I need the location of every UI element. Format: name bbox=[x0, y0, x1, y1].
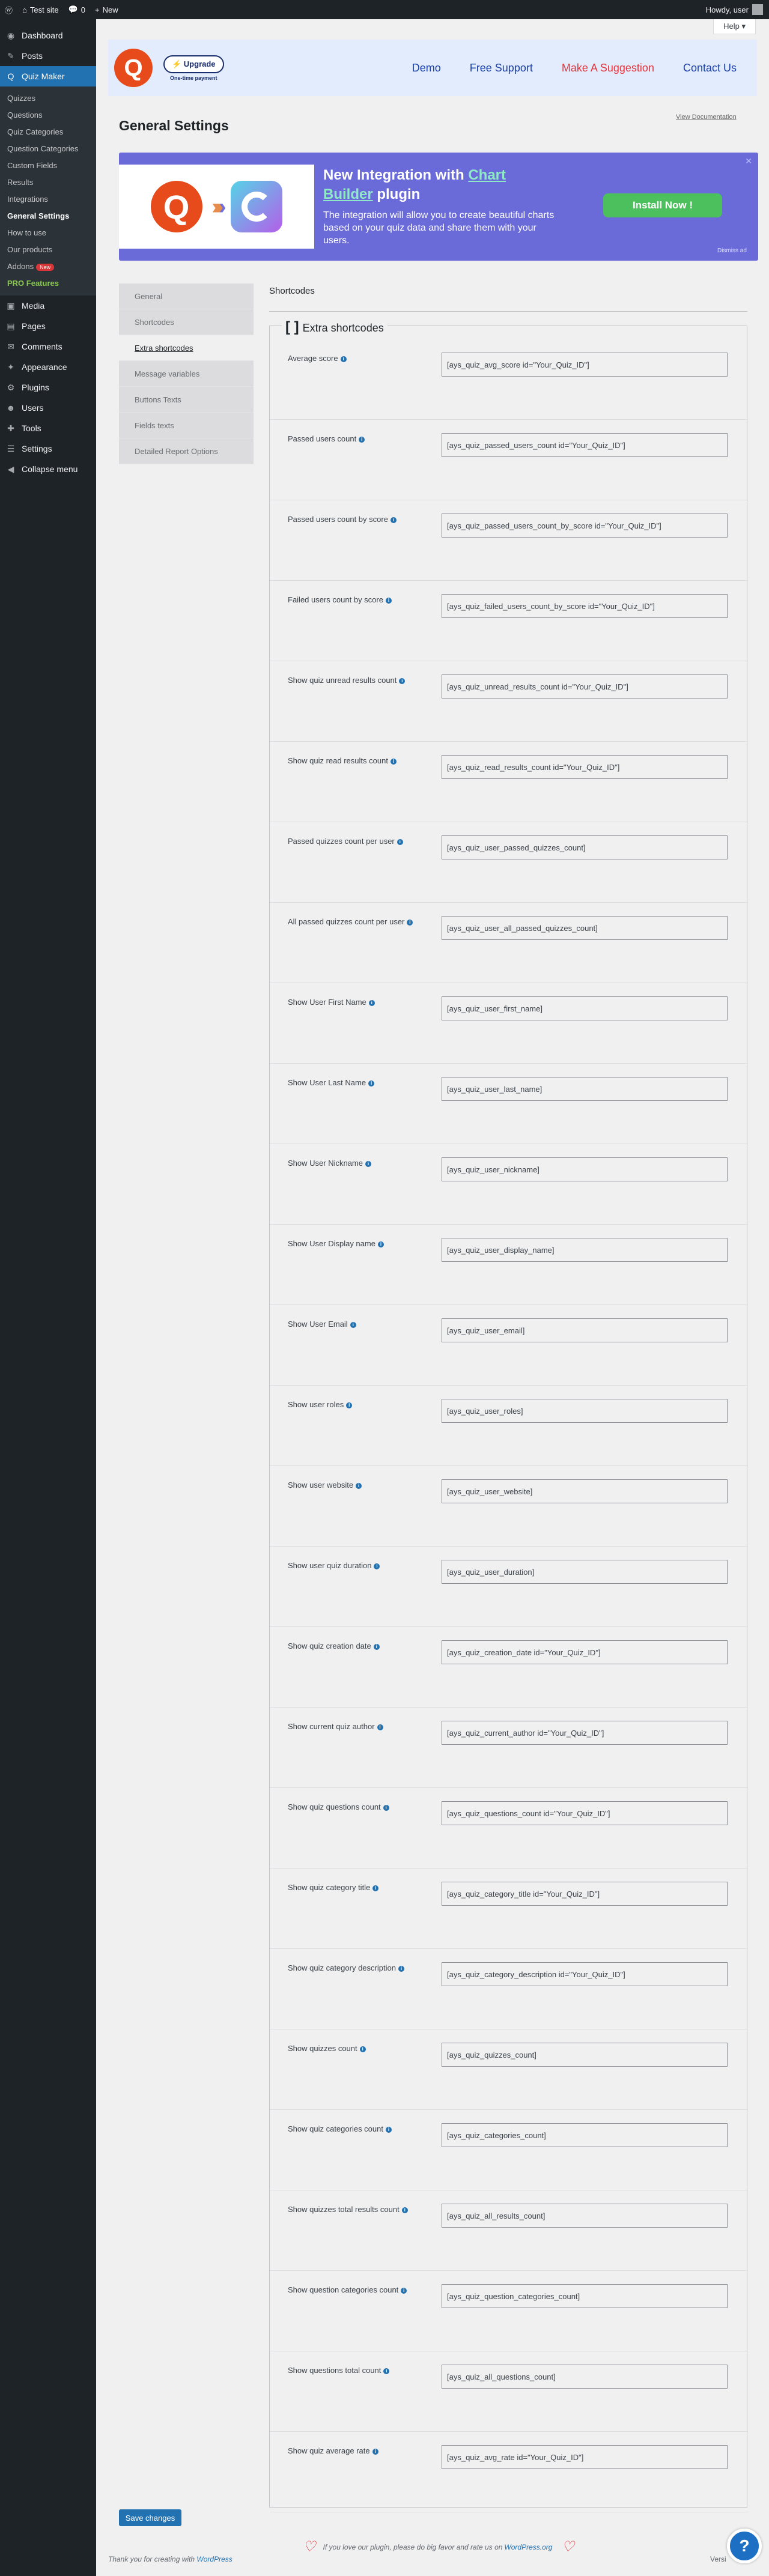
shortcode-field[interactable] bbox=[442, 1721, 728, 1745]
shortcode-label bbox=[288, 916, 420, 927]
promo-title-pre: New Integration with bbox=[323, 167, 469, 183]
table-row bbox=[270, 1949, 748, 2029]
tab-message-variables[interactable]: Message variables bbox=[119, 361, 254, 387]
shortcode-label-text: Show quiz average rate bbox=[288, 2446, 370, 2455]
comments-icon: ✉ bbox=[7, 341, 14, 351]
demo-link[interactable]: Demo bbox=[412, 61, 441, 74]
shortcode-label-text: Failed users count by score bbox=[288, 595, 383, 604]
shortcode-label-text: Show User Email bbox=[288, 1320, 348, 1329]
sidebar-item-collapse-menu[interactable] bbox=[0, 459, 96, 479]
shortcode-field[interactable] bbox=[442, 2365, 728, 2389]
heart-icon: ♡ bbox=[303, 2539, 316, 2555]
info-icon[interactable]: i bbox=[391, 517, 397, 523]
header-nav bbox=[398, 62, 751, 74]
shortcode-label-text: Show user website bbox=[288, 1480, 354, 1490]
shortcode-label bbox=[288, 2365, 420, 2376]
table-row bbox=[270, 500, 748, 581]
table-row bbox=[270, 1547, 748, 1627]
shortcode-label bbox=[288, 835, 420, 847]
promo-description: The integration will allow you to create beautiful charts based on your quiz data and share them with your users. bbox=[323, 210, 555, 246]
info-icon[interactable]: i bbox=[383, 1805, 389, 1811]
info-icon[interactable]: i bbox=[360, 2046, 366, 2052]
quiz-maker-submenu bbox=[0, 86, 96, 295]
submenu-item-results[interactable]: Results bbox=[7, 178, 34, 187]
shortcode-field[interactable] bbox=[442, 1077, 728, 1101]
wordpress-org-link[interactable]: WordPress.org bbox=[504, 2542, 553, 2551]
info-icon[interactable]: i bbox=[346, 1402, 352, 1408]
sidebar-item-label: Tools bbox=[22, 423, 41, 433]
shortcode-field[interactable] bbox=[442, 1640, 728, 1664]
info-icon[interactable]: i bbox=[386, 2127, 392, 2133]
table-row bbox=[270, 1386, 748, 1466]
table-row bbox=[270, 1225, 748, 1305]
shortcode-label-text: Show user roles bbox=[288, 1400, 344, 1409]
sidebar-item-pages[interactable] bbox=[0, 316, 96, 336]
shortcode-label bbox=[288, 2284, 420, 2296]
arrows-icon: ›››› bbox=[211, 194, 222, 219]
posts-icon: ✎ bbox=[7, 50, 14, 61]
sidebar-item-plugins[interactable] bbox=[0, 377, 96, 398]
shortcode-field[interactable] bbox=[442, 1399, 728, 1423]
shortcode-field[interactable] bbox=[442, 1882, 728, 1906]
info-icon[interactable]: i bbox=[399, 678, 405, 684]
quiz-maker-logo-icon: Q bbox=[151, 181, 202, 232]
comments-link[interactable]: 💬 0 bbox=[68, 5, 85, 14]
table-row bbox=[270, 420, 748, 500]
info-icon[interactable]: i bbox=[365, 1161, 371, 1167]
info-icon[interactable]: i bbox=[369, 1000, 375, 1006]
shortcode-field[interactable] bbox=[442, 996, 728, 1020]
table-row bbox=[270, 903, 748, 983]
shortcode-field[interactable] bbox=[442, 433, 728, 457]
shortcode-label-text: Show quiz category description bbox=[288, 1963, 396, 1972]
sidebar-item-label: Collapse menu bbox=[22, 464, 78, 474]
help-chat-button[interactable]: ? bbox=[727, 2529, 762, 2563]
info-icon[interactable]: i bbox=[402, 2207, 408, 2213]
sidebar-item-label: Plugins bbox=[22, 383, 49, 392]
help-tab-button[interactable]: Help ▾ bbox=[713, 19, 756, 34]
view-documentation-link[interactable]: View Documentation bbox=[676, 114, 737, 121]
shortcode-label bbox=[288, 1399, 420, 1410]
upgrade-button[interactable]: ⚡ Upgrade bbox=[163, 55, 224, 73]
sidebar-item-users[interactable] bbox=[0, 398, 96, 418]
upgrade-subtitle: One-time payment bbox=[170, 74, 217, 81]
sidebar-item-appearance[interactable] bbox=[0, 357, 96, 377]
table-row bbox=[270, 1144, 748, 1225]
quiz-maker-icon: Q bbox=[7, 71, 14, 81]
shortcode-label bbox=[288, 2445, 420, 2456]
shortcode-label-text: Show quizzes count bbox=[288, 2044, 357, 2053]
shortcodes-panel bbox=[269, 286, 747, 2455]
tab-extra-shortcodes[interactable]: Extra shortcodes bbox=[119, 335, 254, 361]
brackets-icon: [ ] bbox=[285, 319, 299, 335]
shortcode-label bbox=[288, 1479, 420, 1491]
shortcode-label-text: Show User Display name bbox=[288, 1239, 375, 1248]
sidebar-item-posts[interactable] bbox=[0, 46, 96, 66]
admin-bar bbox=[0, 0, 769, 19]
footer-text bbox=[108, 2555, 233, 2563]
info-icon[interactable]: i bbox=[378, 1241, 384, 1247]
shortcode-field[interactable] bbox=[442, 353, 728, 377]
shortcode-label bbox=[288, 674, 420, 686]
divider bbox=[269, 311, 747, 312]
rate-us-bar bbox=[288, 2538, 589, 2556]
collapse-menu-icon: ◀ bbox=[7, 464, 14, 474]
sidebar-item-settings[interactable] bbox=[0, 438, 96, 459]
shortcode-label-text: Show quiz read results count bbox=[288, 756, 388, 765]
shortcode-label-text: Show quiz category title bbox=[288, 1883, 371, 1892]
tab-fields-texts[interactable]: Fields texts bbox=[119, 413, 254, 438]
tab-shortcodes[interactable]: Shortcodes bbox=[119, 309, 254, 335]
submenu-item-general-settings[interactable]: General Settings bbox=[7, 211, 70, 220]
fieldset-legend bbox=[282, 319, 388, 336]
shortcode-field[interactable] bbox=[442, 594, 728, 618]
shortcode-label-text: Average score bbox=[288, 354, 338, 363]
shortcode-label bbox=[288, 1640, 420, 1652]
sidebar-item-label: Users bbox=[22, 403, 44, 413]
table-row bbox=[270, 2029, 748, 2110]
shortcode-label-text: Show user quiz duration bbox=[288, 1561, 372, 1570]
version-text: Versi bbox=[710, 2555, 726, 2563]
users-icon: ☻ bbox=[6, 403, 16, 413]
info-icon[interactable]: i bbox=[341, 356, 347, 362]
table-row bbox=[270, 581, 748, 661]
table-row bbox=[270, 2351, 748, 2432]
shortcode-field[interactable] bbox=[442, 2284, 728, 2308]
shortcode-field[interactable] bbox=[442, 2445, 728, 2469]
info-icon[interactable]: i bbox=[398, 1966, 404, 1972]
shortcode-field[interactable] bbox=[442, 1238, 728, 1262]
table-row bbox=[270, 2432, 748, 2512]
shortcode-label bbox=[288, 1801, 420, 1813]
appearance-icon: ✦ bbox=[7, 362, 14, 372]
wordpress-logo-icon[interactable]: ⓦ bbox=[5, 5, 13, 15]
shortcode-label bbox=[288, 1157, 420, 1169]
sidebar-item-tools[interactable] bbox=[0, 418, 96, 438]
submenu-item-questions[interactable]: Questions bbox=[7, 111, 43, 120]
sidebar-item-label: Comments bbox=[22, 342, 62, 351]
shortcode-label-text: Show quiz questions count bbox=[288, 1802, 381, 1811]
sidebar-item-label: Quiz Maker bbox=[22, 71, 65, 81]
shortcode-label-text: Passed users count bbox=[288, 434, 357, 443]
info-icon[interactable]: i bbox=[391, 759, 397, 765]
sidebar-item-label: Dashboard bbox=[22, 31, 63, 40]
info-icon[interactable]: i bbox=[374, 1644, 380, 1650]
shortcode-field[interactable] bbox=[442, 1318, 728, 1342]
close-icon[interactable]: ✕ bbox=[745, 156, 752, 166]
info-icon[interactable]: i bbox=[372, 1885, 378, 1891]
shortcode-field[interactable] bbox=[442, 1560, 728, 1584]
install-now-button[interactable]: Install Now ! bbox=[603, 193, 722, 217]
dashboard-icon: ◉ bbox=[7, 30, 15, 40]
shortcode-field[interactable] bbox=[442, 1157, 728, 1181]
settings-icon: ☰ bbox=[7, 443, 15, 453]
plugins-icon: ⚙ bbox=[7, 382, 15, 392]
table-row bbox=[270, 1708, 748, 1788]
sidebar-item-label: Settings bbox=[22, 444, 52, 453]
shortcode-label bbox=[288, 594, 420, 605]
shortcode-label-text: Show quiz unread results count bbox=[288, 676, 397, 685]
settings-tabs bbox=[119, 283, 254, 464]
table-row bbox=[270, 1305, 748, 1386]
shortcode-label-text: Passed users count by score bbox=[288, 515, 388, 524]
submenu-item-integrations[interactable]: Integrations bbox=[7, 195, 48, 204]
chart-builder-link[interactable]: Chart Builder bbox=[323, 167, 506, 202]
shortcode-field[interactable] bbox=[442, 835, 728, 859]
shortcode-label-text: Show User Last Name bbox=[288, 1078, 366, 1087]
table-row bbox=[270, 2271, 748, 2351]
page-title: General Settings bbox=[119, 118, 229, 133]
heart-icon: ♡ bbox=[561, 2539, 574, 2555]
shortcode-label bbox=[288, 1721, 420, 1732]
table-row bbox=[270, 1064, 748, 1144]
shortcode-label-text: Show quiz creation date bbox=[288, 1641, 371, 1650]
info-icon[interactable]: i bbox=[368, 1080, 374, 1086]
table-row bbox=[270, 2110, 748, 2190]
sidebar-item-media[interactable] bbox=[0, 295, 96, 316]
free-support-link[interactable]: Free Support bbox=[469, 61, 533, 74]
shortcode-label bbox=[288, 2204, 420, 2215]
submenu-item-our-products[interactable]: Our products bbox=[7, 245, 53, 254]
save-changes-button[interactable]: Save changes bbox=[119, 2509, 181, 2526]
table-row bbox=[270, 1466, 748, 1547]
table-row bbox=[270, 742, 748, 822]
shortcode-label-text: Show User Nickname bbox=[288, 1159, 363, 1168]
info-icon[interactable]: i bbox=[383, 2368, 389, 2374]
promo-title bbox=[323, 166, 515, 204]
submenu-item-addons[interactable]: Addons New bbox=[0, 258, 96, 275]
table-row bbox=[270, 661, 748, 742]
submenu-item-how-to-use[interactable]: How to use bbox=[7, 228, 47, 237]
shortcode-label bbox=[288, 1560, 420, 1571]
upgrade-block bbox=[163, 55, 224, 81]
info-icon[interactable]: i bbox=[372, 2449, 378, 2455]
shortcode-field[interactable] bbox=[442, 1962, 728, 1986]
extra-shortcodes-fieldset bbox=[269, 319, 747, 2508]
chart-builder-promo bbox=[119, 153, 758, 261]
shortcode-field[interactable] bbox=[442, 674, 728, 699]
avatar bbox=[752, 4, 763, 15]
section-heading: Shortcodes bbox=[269, 286, 315, 296]
shortcode-label bbox=[288, 1318, 420, 1330]
pages-icon: ▤ bbox=[7, 321, 15, 331]
sidebar-item-label: Posts bbox=[22, 51, 43, 61]
promo-title-post: plugin bbox=[372, 186, 421, 202]
dismiss-ad-link[interactable]: Dismiss ad bbox=[717, 247, 747, 254]
shortcode-field[interactable] bbox=[442, 514, 728, 538]
tab-buttons-texts[interactable]: Buttons Texts bbox=[119, 387, 254, 413]
new-label: New bbox=[102, 5, 118, 14]
plugin-header-banner bbox=[108, 40, 757, 96]
my-account-link[interactable] bbox=[706, 4, 769, 15]
submenu-item-pro-features[interactable]: PRO Features bbox=[7, 279, 59, 288]
table-row bbox=[270, 2190, 748, 2271]
admin-sidebar bbox=[0, 19, 96, 2576]
wordpress-link[interactable]: WordPress bbox=[196, 2555, 233, 2563]
table-row bbox=[270, 822, 748, 903]
submenu-item-question-categories[interactable]: Question Categories bbox=[7, 144, 79, 153]
new-badge: New bbox=[36, 264, 54, 271]
info-icon[interactable]: i bbox=[377, 1724, 383, 1730]
shortcode-label bbox=[288, 1882, 420, 1893]
shortcode-field[interactable] bbox=[442, 916, 728, 940]
sidebar-item-label: Media bbox=[22, 301, 45, 311]
shortcode-label bbox=[288, 433, 420, 444]
shortcode-label-text: Show User First Name bbox=[288, 998, 366, 1007]
shortcode-label bbox=[288, 1077, 420, 1088]
shortcode-label bbox=[288, 353, 420, 364]
table-row bbox=[270, 339, 748, 420]
shortcode-label-text: Show quiz categories count bbox=[288, 2124, 383, 2133]
shortcode-label bbox=[288, 996, 420, 1008]
media-icon: ▣ bbox=[7, 300, 15, 311]
sidebar-item-dashboard[interactable] bbox=[0, 25, 96, 46]
info-icon[interactable]: i bbox=[356, 1483, 362, 1489]
info-icon[interactable]: i bbox=[374, 1563, 380, 1569]
info-icon[interactable]: i bbox=[386, 598, 392, 604]
tab-detailed-report-options[interactable]: Detailed Report Options bbox=[119, 438, 254, 464]
table-row bbox=[270, 1788, 748, 1868]
footer-thanks: Thank you for creating with bbox=[108, 2555, 197, 2563]
greeting: Howdy, user bbox=[705, 5, 749, 14]
legend-text: Extra shortcodes bbox=[302, 322, 384, 334]
chart-builder-logo-icon bbox=[231, 181, 282, 232]
shortcode-label bbox=[288, 1962, 420, 1974]
shortcode-label bbox=[288, 514, 420, 525]
shortcode-label-text: All passed quizzes count per user bbox=[288, 917, 405, 926]
quiz-maker-logo[interactable]: Q bbox=[114, 49, 153, 87]
rate-us-text: If you love our plugin, please do big favor and rate us on bbox=[323, 2542, 503, 2551]
shortcode-label-text: Show quizzes total results count bbox=[288, 2205, 400, 2214]
sidebar-item-label: Pages bbox=[22, 321, 46, 331]
shortcode-label-text: Show current quiz author bbox=[288, 1722, 375, 1731]
shortcode-field[interactable] bbox=[442, 2043, 728, 2067]
shortcode-label bbox=[288, 755, 420, 766]
make-suggestion-link[interactable]: Make A Suggestion bbox=[561, 61, 654, 74]
info-icon[interactable]: i bbox=[397, 839, 403, 845]
info-icon[interactable]: i bbox=[350, 1322, 356, 1328]
shortcode-label bbox=[288, 1238, 420, 1249]
shortcode-field[interactable] bbox=[442, 1801, 728, 1825]
shortcode-label bbox=[288, 2123, 420, 2135]
shortcode-field[interactable] bbox=[442, 2204, 728, 2228]
submenu-item-custom-fields[interactable]: Custom Fields bbox=[7, 161, 58, 170]
shortcode-field[interactable] bbox=[442, 2123, 728, 2147]
shortcode-field[interactable] bbox=[442, 755, 728, 779]
site-name-link[interactable]: ⌂ Test site bbox=[22, 5, 59, 14]
comments-count: 0 bbox=[81, 5, 85, 14]
info-icon[interactable]: i bbox=[401, 2288, 407, 2294]
site-name: Test site bbox=[29, 5, 59, 14]
shortcode-label-text: Show questions total count bbox=[288, 2366, 381, 2375]
tools-icon: ✚ bbox=[7, 423, 14, 433]
new-content-link[interactable]: + New bbox=[94, 5, 118, 14]
tab-general[interactable]: General bbox=[119, 283, 254, 309]
submenu-item-quizzes[interactable]: Quizzes bbox=[7, 94, 35, 103]
sidebar-item-label: Appearance bbox=[22, 362, 67, 372]
info-icon[interactable]: i bbox=[359, 437, 365, 443]
shortcode-field[interactable] bbox=[442, 1479, 728, 1503]
sidebar-item-comments[interactable] bbox=[0, 336, 96, 357]
shortcode-label bbox=[288, 2043, 420, 2054]
shortcode-label-text: Show question categories count bbox=[288, 2285, 399, 2294]
table-row bbox=[270, 1868, 748, 1949]
shortcode-label-text: Passed quizzes count per user bbox=[288, 837, 395, 846]
info-icon[interactable]: i bbox=[407, 920, 413, 926]
contact-us-link[interactable]: Contact Us bbox=[682, 61, 737, 74]
table-row bbox=[270, 983, 748, 1064]
table-row bbox=[270, 1627, 748, 1708]
promo-graphic bbox=[119, 165, 314, 249]
submenu-item-quiz-categories[interactable]: Quiz Categories bbox=[7, 127, 64, 136]
sidebar-item-quiz-maker[interactable] bbox=[0, 66, 96, 86]
